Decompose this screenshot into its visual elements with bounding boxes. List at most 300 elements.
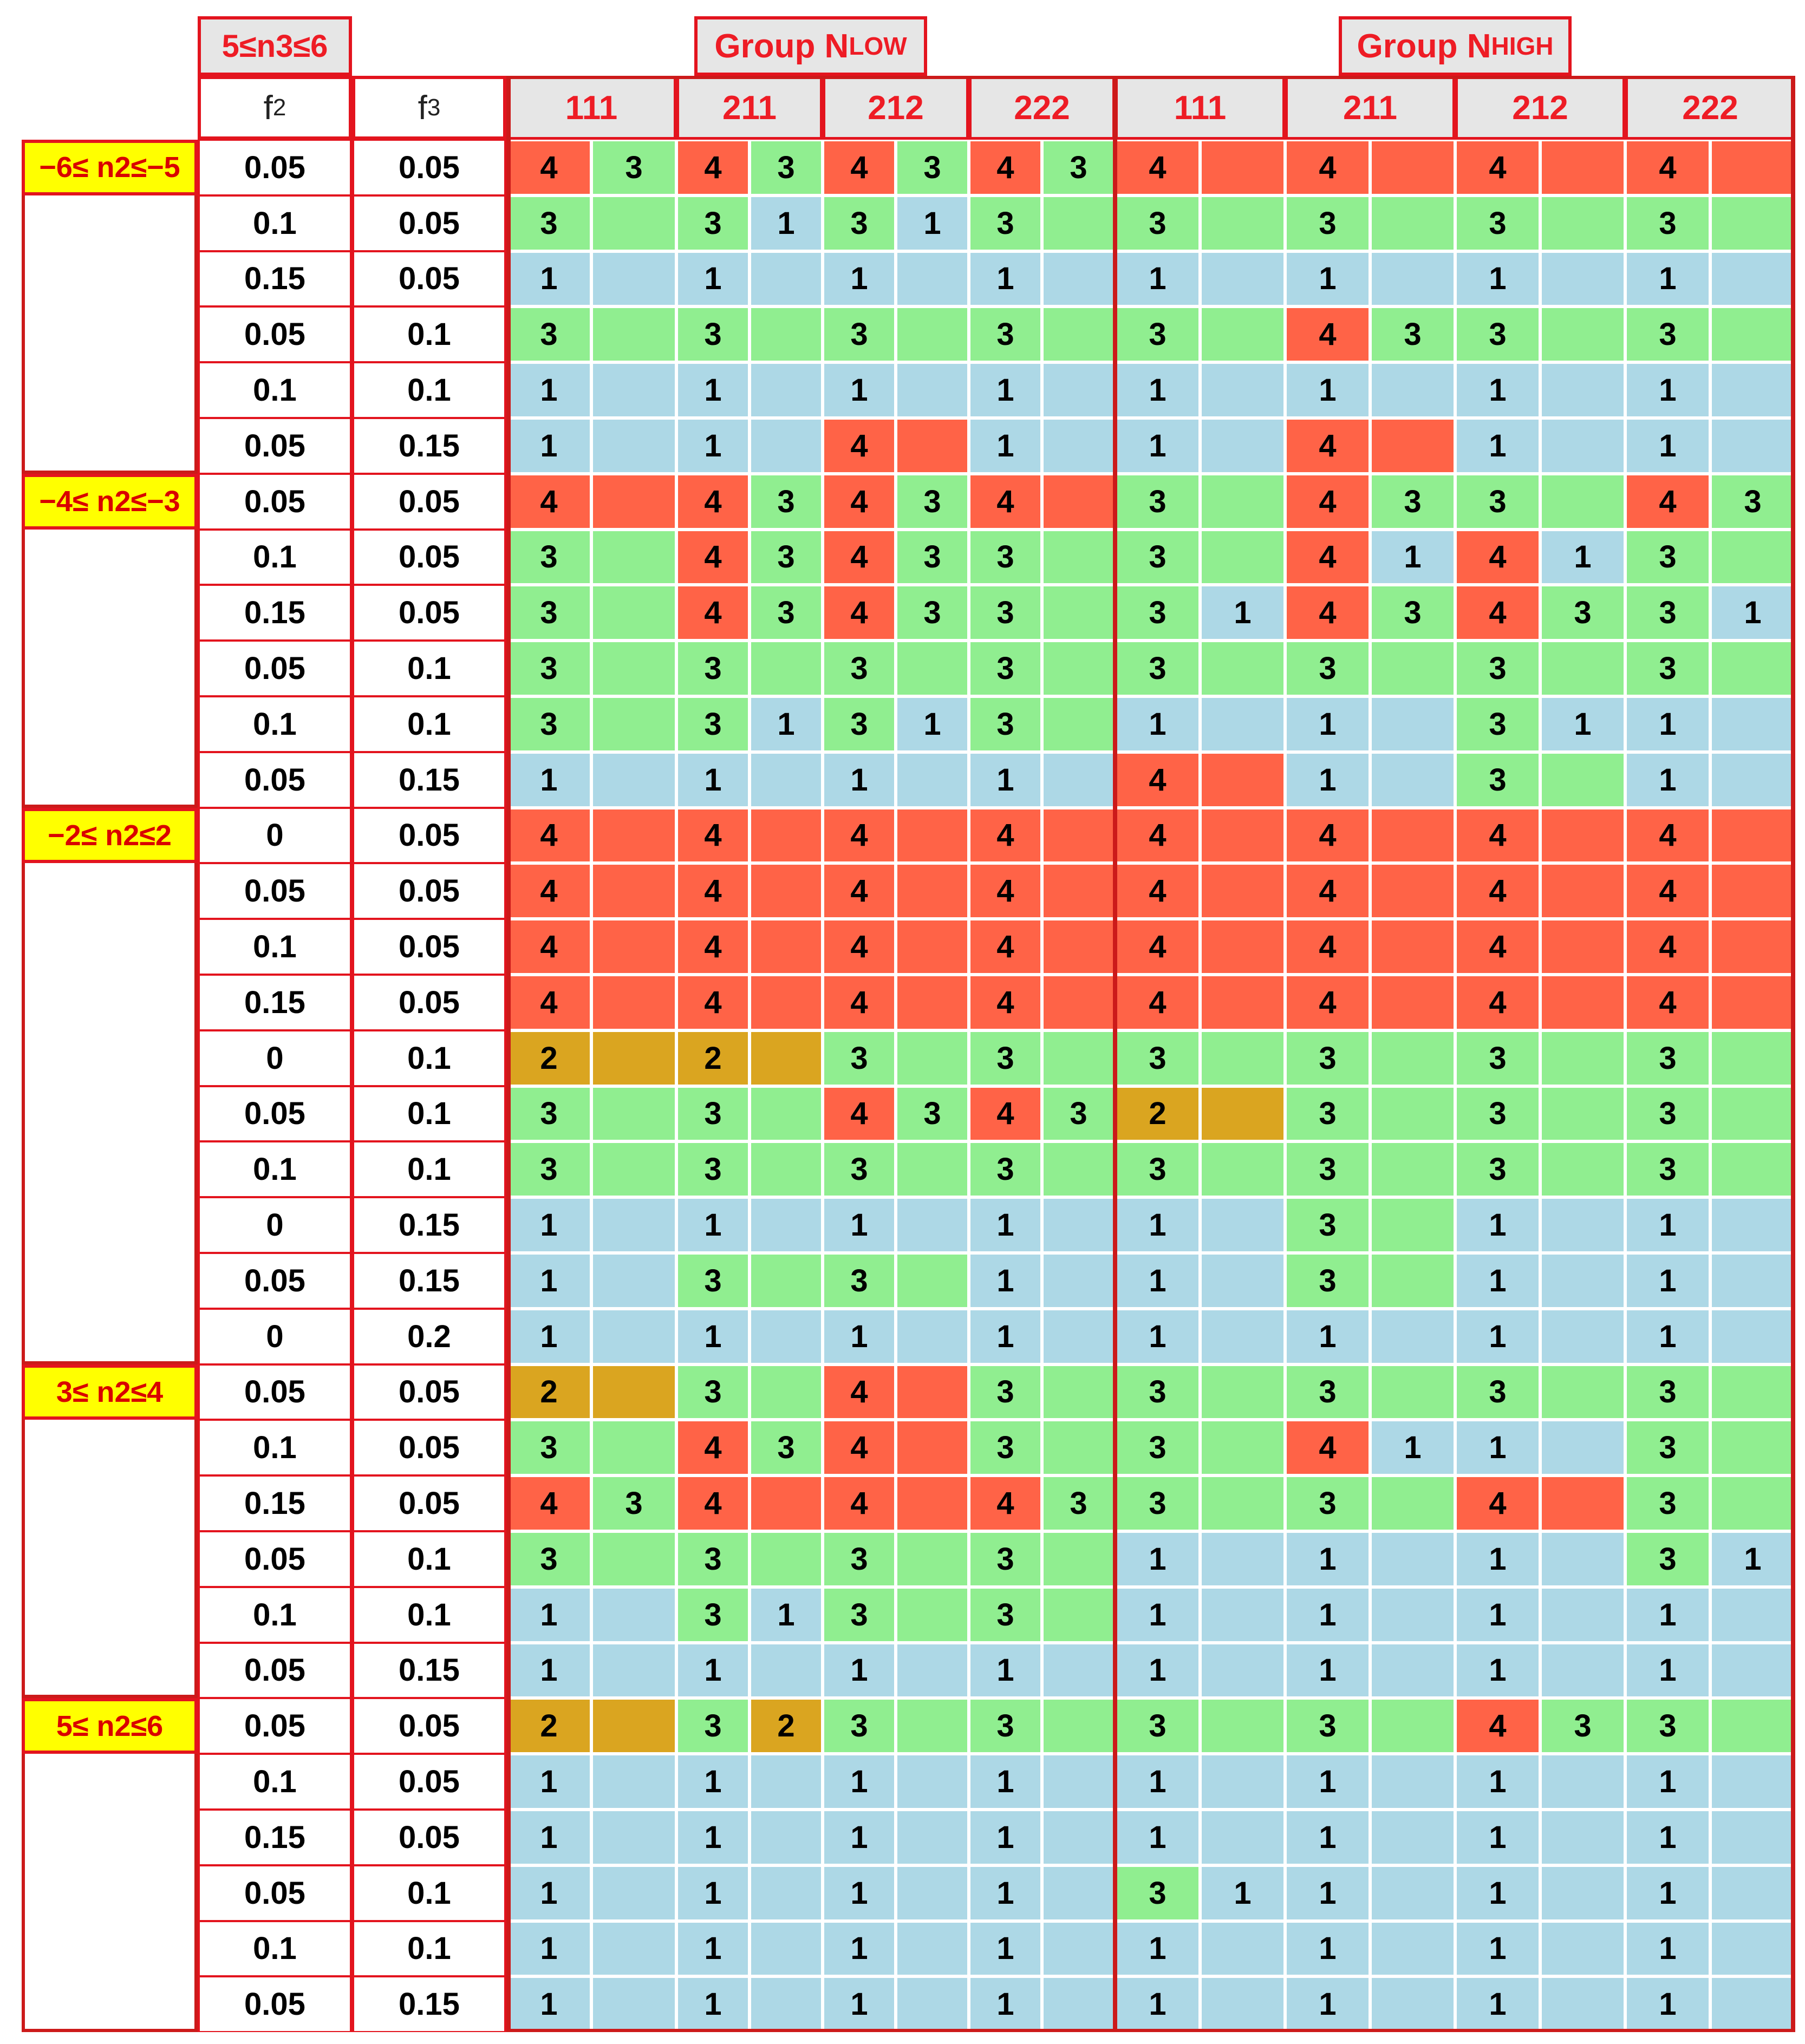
result-cell-secondary (751, 976, 821, 1029)
result-cell-secondary (1542, 976, 1624, 1029)
result-cell-primary: 4 (508, 809, 590, 862)
result-cell-secondary: 3 (1542, 586, 1624, 639)
result-cell-primary: 1 (1457, 1255, 1539, 1307)
result-cell-primary: 4 (678, 1421, 748, 1474)
f3-value: 0.1 (352, 1086, 506, 1142)
result-cell-secondary (897, 642, 967, 695)
result-cell-secondary: 1 (1542, 698, 1624, 750)
f3-value: 0.05 (352, 251, 506, 307)
result-cell-secondary: 1 (1712, 586, 1794, 639)
result-cell-secondary (1044, 809, 1113, 862)
section-label-2: −2≤ n2≤2 (22, 808, 198, 864)
result-cell-secondary (897, 1644, 967, 1697)
result-cell-secondary (1712, 1421, 1794, 1474)
result-cell-primary: 2 (508, 1366, 590, 1419)
result-cell-secondary (897, 1421, 967, 1474)
result-cell-secondary (1044, 586, 1113, 639)
result-cell-secondary (1044, 976, 1113, 1029)
result-cell-secondary (1044, 1700, 1113, 1752)
result-cell-primary: 1 (1457, 1811, 1539, 1864)
result-cell-primary: 1 (1287, 1923, 1369, 1975)
result-cell-secondary (897, 1310, 967, 1363)
result-cell-primary: 3 (1627, 1143, 1709, 1196)
f2-value: 0.05 (198, 1364, 352, 1420)
result-cell-primary: 4 (1457, 809, 1539, 862)
result-cell-secondary (1712, 1143, 1794, 1196)
result-cell-secondary (1372, 809, 1454, 862)
result-cell-primary: 1 (824, 253, 894, 305)
result-cell-primary: 3 (1627, 1366, 1709, 1419)
result-cell-primary: 4 (678, 586, 748, 639)
result-cell-primary: 4 (678, 1477, 748, 1530)
result-cell-primary: 1 (1627, 1811, 1709, 1864)
result-cell-secondary (1712, 253, 1794, 305)
group-nlow-label-prefix: Group N (714, 27, 849, 65)
result-cell-secondary (593, 1978, 675, 2030)
group-nlow-label-suffix: LOW (849, 32, 907, 60)
result-cell-primary: 4 (1287, 531, 1369, 584)
f2-value: 0.05 (198, 306, 352, 362)
result-cell-primary: 3 (1457, 475, 1539, 528)
f3-value: 0.2 (352, 1309, 506, 1364)
f2-value: 0.05 (198, 1253, 352, 1309)
result-cell-primary: 4 (508, 920, 590, 973)
result-cell-secondary (593, 920, 675, 973)
config-header-high-111: 111 (1115, 76, 1285, 140)
result-cell-secondary (1372, 1644, 1454, 1697)
f2-value: 0.05 (198, 641, 352, 696)
result-cell-primary: 3 (1117, 586, 1198, 639)
group-nhigh-label (1339, 16, 1572, 76)
result-cell-secondary (897, 1199, 967, 1251)
result-cell-primary: 3 (1457, 308, 1539, 361)
result-cell-primary: 4 (824, 531, 894, 584)
result-cell-primary: 3 (970, 308, 1040, 361)
result-cell-primary: 3 (824, 197, 894, 250)
result-cell-primary: 3 (678, 1255, 748, 1307)
result-cell-primary: 3 (1457, 1032, 1539, 1085)
result-cell-secondary: 3 (593, 1477, 675, 1530)
result-cell-primary: 1 (678, 364, 748, 416)
result-cell-primary: 3 (1117, 308, 1198, 361)
f3-value: 0.05 (352, 585, 506, 641)
result-cell-secondary (593, 1143, 675, 1196)
result-cell-primary: 1 (678, 1755, 748, 1808)
result-cell-secondary (1712, 1811, 1794, 1864)
result-cell-secondary (1542, 1978, 1624, 2030)
result-cell-primary: 1 (970, 1310, 1040, 1363)
result-cell-secondary: 3 (751, 531, 821, 584)
result-cell-primary: 4 (824, 1088, 894, 1140)
result-cell-secondary (1372, 1867, 1454, 1919)
result-cell-secondary (1202, 1700, 1283, 1752)
result-cell-primary: 4 (824, 1421, 894, 1474)
result-cell-secondary (593, 308, 675, 361)
result-cell-secondary (1372, 1477, 1454, 1530)
result-cell-primary: 4 (824, 1366, 894, 1419)
result-cell-secondary (751, 754, 821, 806)
result-cell-secondary: 1 (751, 698, 821, 750)
result-cell-secondary (897, 1533, 967, 1585)
result-cell-primary: 3 (970, 1366, 1040, 1419)
result-cell-primary: 1 (1117, 253, 1198, 305)
result-cell-primary: 1 (508, 1644, 590, 1697)
result-cell-secondary (897, 420, 967, 472)
f2-value: 0.05 (198, 1698, 352, 1754)
result-cell-secondary (1542, 1644, 1624, 1697)
result-cell-primary: 3 (1287, 1088, 1369, 1140)
result-cell-primary: 3 (678, 642, 748, 695)
f3-value: 0.15 (352, 1643, 506, 1699)
result-cell-primary: 1 (1117, 1644, 1198, 1697)
result-cell-secondary (1712, 1700, 1794, 1752)
result-cell-primary: 1 (1117, 1755, 1198, 1808)
f3-value: 0.15 (352, 752, 506, 808)
result-cell-secondary (593, 1923, 675, 1975)
result-cell-primary: 1 (1117, 1533, 1198, 1585)
result-cell-primary: 4 (1287, 976, 1369, 1029)
result-cell-primary: 3 (1457, 1088, 1539, 1140)
result-cell-secondary (1202, 364, 1283, 416)
result-cell-primary: 1 (1627, 1867, 1709, 1919)
result-cell-primary: 1 (1117, 698, 1198, 750)
result-cell-primary: 4 (1117, 976, 1198, 1029)
f3-value: 0.05 (352, 808, 506, 864)
result-cell-primary: 1 (1457, 1978, 1539, 2030)
result-cell-secondary (897, 1366, 967, 1419)
f2-value: 0 (198, 1309, 352, 1364)
result-cell-secondary: 3 (897, 1088, 967, 1140)
result-cell-primary: 3 (1457, 642, 1539, 695)
result-cell-primary: 3 (1627, 1533, 1709, 1585)
result-cell-secondary (1712, 920, 1794, 973)
result-cell-secondary (593, 197, 675, 250)
result-cell-primary: 4 (1457, 865, 1539, 917)
result-cell-secondary (1044, 1589, 1113, 1641)
f2-value: 0.1 (198, 530, 352, 585)
result-cell-primary: 1 (678, 1867, 748, 1919)
n3-range-label: 5≤n3≤6 (198, 16, 352, 76)
config-header-low-222: 222 (969, 76, 1115, 140)
result-cell-secondary: 3 (897, 531, 967, 584)
result-cell-primary: 3 (1287, 1366, 1369, 1419)
result-cell-primary: 4 (508, 475, 590, 528)
result-cell-primary: 3 (1627, 308, 1709, 361)
result-cell-primary: 1 (1627, 698, 1709, 750)
f3-value: 0.1 (352, 362, 506, 418)
result-cell-primary: 3 (678, 1700, 748, 1752)
result-cell-secondary (1712, 865, 1794, 917)
result-cell-secondary (1712, 1589, 1794, 1641)
result-cell-secondary (1202, 1533, 1283, 1585)
result-cell-primary: 4 (1117, 865, 1198, 917)
result-cell-primary: 4 (1117, 141, 1198, 194)
result-cell-primary: 3 (678, 1533, 748, 1585)
result-cell-secondary (1372, 1978, 1454, 2030)
result-cell-primary: 1 (678, 1811, 748, 1864)
result-cell-primary: 3 (1117, 642, 1198, 695)
result-cell-secondary (593, 1199, 675, 1251)
result-cell-secondary (1542, 1199, 1624, 1251)
f2-value: 0.15 (198, 251, 352, 307)
result-cell-primary: 4 (824, 1477, 894, 1530)
result-cell-secondary (593, 586, 675, 639)
result-cell-primary: 1 (678, 754, 748, 806)
result-cell-primary: 3 (1117, 1421, 1198, 1474)
result-cell-secondary: 3 (1542, 1700, 1624, 1752)
result-cell-primary: 4 (1457, 976, 1539, 1029)
result-cell-secondary (1202, 642, 1283, 695)
result-cell-primary: 4 (1117, 809, 1198, 862)
f3-value: 0.05 (352, 919, 506, 975)
result-cell-primary: 1 (1287, 1589, 1369, 1641)
result-cell-primary: 3 (508, 586, 590, 639)
result-cell-secondary (751, 1923, 821, 1975)
result-cell-secondary (897, 976, 967, 1029)
result-cell-primary: 3 (970, 1421, 1040, 1474)
result-cell-secondary (1372, 1199, 1454, 1251)
result-cell-primary: 1 (1287, 1644, 1369, 1697)
result-cell-primary: 4 (508, 976, 590, 1029)
result-cell-primary: 1 (1627, 1644, 1709, 1697)
result-cell-secondary (1712, 1310, 1794, 1363)
f2-value: 0 (198, 808, 352, 864)
f2-value: 0 (198, 1030, 352, 1086)
result-cell-primary: 3 (1457, 1366, 1539, 1419)
result-cell-secondary: 1 (751, 1589, 821, 1641)
result-cell-secondary (593, 1421, 675, 1474)
f2-value: 0.1 (198, 1754, 352, 1810)
result-cell-secondary (1542, 1366, 1624, 1419)
result-cell-primary: 4 (1457, 586, 1539, 639)
f2-value: 0 (198, 1197, 352, 1253)
result-cell-secondary (1044, 1199, 1113, 1251)
result-cell-primary: 1 (1287, 1310, 1369, 1363)
result-cell-primary: 4 (678, 865, 748, 917)
result-cell-secondary (1044, 253, 1113, 305)
result-cell-secondary (1372, 197, 1454, 250)
result-cell-secondary (1372, 364, 1454, 416)
result-cell-primary: 1 (824, 1978, 894, 2030)
result-cell-secondary: 1 (1202, 1867, 1283, 1919)
f3-value: 0.15 (352, 1197, 506, 1253)
result-cell-primary: 1 (1627, 1199, 1709, 1251)
result-cell-primary: 1 (824, 1867, 894, 1919)
result-cell-primary: 1 (970, 1255, 1040, 1307)
result-cell-primary: 1 (824, 1923, 894, 1975)
result-cell-primary: 1 (1117, 1199, 1198, 1251)
result-cell-secondary (751, 364, 821, 416)
result-cell-secondary (593, 1700, 675, 1752)
result-cell-secondary (751, 1088, 821, 1140)
result-cell-secondary (1372, 1533, 1454, 1585)
result-cell-primary: 3 (508, 197, 590, 250)
result-cell-primary: 3 (1287, 1143, 1369, 1196)
result-cell-primary: 1 (1287, 698, 1369, 750)
result-cell-primary: 3 (970, 642, 1040, 695)
result-cell-primary: 1 (1457, 1755, 1539, 1808)
f3-value: 0.05 (352, 195, 506, 251)
result-cell-primary: 1 (970, 364, 1040, 416)
result-cell-secondary (1542, 1755, 1624, 1808)
result-cell-secondary (897, 1923, 967, 1975)
f2-value: 0.05 (198, 418, 352, 474)
result-cell-secondary (897, 1477, 967, 1530)
result-cell-primary: 1 (1457, 1867, 1539, 1919)
result-cell-primary: 1 (1627, 364, 1709, 416)
result-cell-primary: 4 (970, 920, 1040, 973)
result-cell-primary: 4 (970, 141, 1040, 194)
result-cell-primary: 1 (970, 1867, 1040, 1919)
result-cell-primary: 3 (1117, 1366, 1198, 1419)
result-cell-secondary (1202, 976, 1283, 1029)
result-cell-primary: 1 (1627, 420, 1709, 472)
result-cell-primary: 1 (970, 1644, 1040, 1697)
result-cell-primary: 4 (1287, 475, 1369, 528)
result-cell-primary: 3 (678, 1143, 748, 1196)
result-cell-secondary (1044, 920, 1113, 973)
result-cell-secondary (1372, 1589, 1454, 1641)
result-cell-secondary (1202, 141, 1283, 194)
result-cell-secondary (1372, 865, 1454, 917)
result-cell-secondary (593, 698, 675, 750)
result-cell-primary: 4 (970, 1088, 1040, 1140)
result-cell-secondary (1542, 1811, 1624, 1864)
result-cell-secondary: 3 (897, 586, 967, 639)
f2-value: 0.1 (198, 696, 352, 752)
result-cell-secondary (1044, 1755, 1113, 1808)
result-cell-primary: 4 (1457, 141, 1539, 194)
result-cell-primary: 3 (970, 1533, 1040, 1585)
f3-value: 0.1 (352, 696, 506, 752)
f3-value: 0.1 (352, 1865, 506, 1921)
result-cell-primary: 1 (508, 420, 590, 472)
result-cell-primary: 1 (970, 1923, 1040, 1975)
result-cell-secondary: 1 (897, 197, 967, 250)
result-cell-primary: 3 (824, 1589, 894, 1641)
result-cell-secondary (593, 1366, 675, 1419)
result-cell-secondary (1202, 1811, 1283, 1864)
result-cell-secondary (1712, 1867, 1794, 1919)
result-cell-secondary: 3 (1712, 475, 1794, 528)
result-cell-primary: 1 (508, 754, 590, 806)
result-cell-secondary (1044, 642, 1113, 695)
result-cell-primary: 1 (1287, 1978, 1369, 2030)
f2-value: 0.1 (198, 1587, 352, 1643)
result-cell-secondary (1712, 1477, 1794, 1530)
result-cell-primary: 1 (508, 1199, 590, 1251)
f3-value: 0.05 (352, 140, 506, 195)
result-cell-secondary (1202, 920, 1283, 973)
result-cell-primary: 1 (1627, 1255, 1709, 1307)
result-cell-secondary (1712, 1032, 1794, 1085)
result-cell-primary: 1 (508, 364, 590, 416)
f2-value: 0.05 (198, 1643, 352, 1699)
result-cell-secondary: 3 (1372, 475, 1454, 528)
result-cell-secondary: 3 (1044, 141, 1113, 194)
result-cell-primary: 1 (678, 253, 748, 305)
result-cell-secondary (593, 809, 675, 862)
result-cell-secondary (1542, 642, 1624, 695)
result-cell-secondary (1712, 364, 1794, 416)
result-cell-primary: 1 (1627, 754, 1709, 806)
result-cell-secondary (897, 1032, 967, 1085)
config-header-low-111: 111 (506, 76, 676, 140)
result-cell-primary: 1 (1627, 1923, 1709, 1975)
result-cell-secondary (1044, 1255, 1113, 1307)
result-cell-secondary (1044, 197, 1113, 250)
config-header-high-211: 211 (1285, 76, 1455, 140)
result-cell-primary: 4 (1287, 865, 1369, 917)
result-cell-primary: 1 (824, 1644, 894, 1697)
result-cell-primary: 4 (1457, 1700, 1539, 1752)
result-cell-primary: 4 (1287, 308, 1369, 361)
result-cell-primary: 3 (1627, 1088, 1709, 1140)
result-cell-secondary (751, 809, 821, 862)
result-cell-primary: 3 (824, 1143, 894, 1196)
f3-value: 0.1 (352, 1030, 506, 1086)
result-cell-secondary (1542, 1589, 1624, 1641)
result-cell-primary: 3 (1627, 197, 1709, 250)
f3-value: 0.05 (352, 1475, 506, 1531)
result-cell-secondary (751, 1755, 821, 1808)
result-cell-primary: 4 (1627, 809, 1709, 862)
f3-header: f 3 (352, 76, 506, 140)
result-cell-secondary (751, 1255, 821, 1307)
result-cell-primary: 4 (824, 586, 894, 639)
f3-value: 0.15 (352, 1976, 506, 2032)
result-cell-secondary (1202, 197, 1283, 250)
result-cell-secondary (1542, 1310, 1624, 1363)
result-cell-primary: 4 (678, 141, 748, 194)
f2-value: 0.1 (198, 362, 352, 418)
result-cell-secondary (1712, 420, 1794, 472)
result-cell-primary: 1 (678, 420, 748, 472)
result-cell-secondary: 1 (1542, 531, 1624, 584)
result-cell-secondary (1044, 1978, 1113, 2030)
result-cell-secondary (1202, 1644, 1283, 1697)
result-cell-primary: 1 (1287, 1755, 1369, 1808)
result-cell-secondary (897, 1700, 967, 1752)
f3-value: 0.1 (352, 306, 506, 362)
result-cell-secondary: 3 (1372, 308, 1454, 361)
result-cell-primary: 1 (970, 253, 1040, 305)
f3-value: 0.1 (352, 1531, 506, 1587)
f2-value: 0.05 (198, 140, 352, 195)
result-cell-primary: 1 (508, 1811, 590, 1864)
result-cell-secondary (1044, 1811, 1113, 1864)
result-cell-primary: 3 (1627, 1421, 1709, 1474)
result-cell-primary: 3 (970, 1032, 1040, 1085)
result-cell-secondary (1044, 364, 1113, 416)
result-cell-primary: 4 (824, 475, 894, 528)
result-cell-secondary (1542, 920, 1624, 973)
result-cell-secondary (1044, 698, 1113, 750)
result-cell-primary: 4 (970, 976, 1040, 1029)
result-cell-secondary (593, 364, 675, 416)
result-cell-primary: 1 (970, 754, 1040, 806)
result-cell-primary: 3 (508, 531, 590, 584)
result-cell-primary: 3 (1627, 1477, 1709, 1530)
result-cell-primary: 1 (508, 1978, 590, 2030)
result-cell-primary: 3 (508, 1143, 590, 1196)
result-cell-secondary (593, 1533, 675, 1585)
result-cell-secondary: 3 (751, 141, 821, 194)
result-cell-primary: 4 (508, 141, 590, 194)
f2-value: 0.05 (198, 863, 352, 919)
f3-value: 0.05 (352, 1364, 506, 1420)
result-cell-secondary (1372, 1032, 1454, 1085)
